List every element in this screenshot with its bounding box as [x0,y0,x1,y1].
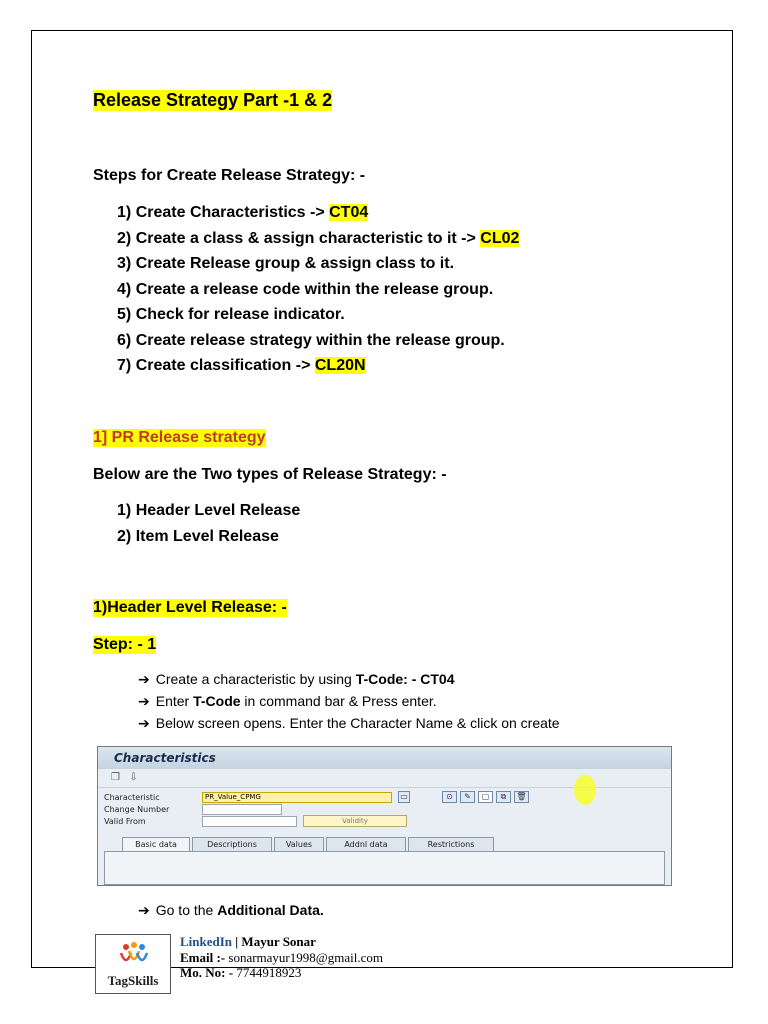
email-address: sonarmayur1998@gmail.com [228,949,383,965]
header-level-title: 1)Header Level Release: - [93,599,287,616]
logo-text: TagSkills [107,973,159,988]
step-item-2: 2) Create a class & assign characteristic to it -> CL02 [117,229,520,247]
change-number-label: Change Number [104,805,170,814]
search-help-icon[interactable]: ▭ [398,791,410,803]
tcode-highlight: CL02 [480,229,520,247]
tab-body [104,851,665,885]
copy-icon[interactable]: ❐ [111,772,120,783]
footer-contact [180,934,383,981]
step-item-5: 5) Check for release indicator. [117,306,345,323]
instruction-item: ➔ Go to the Additional Data. [138,902,324,918]
instruction-item: ➔ Create a characteristic by using T-Code: - CT04 [138,671,455,687]
types-list [117,498,300,550]
tcode-highlight: CL20N [314,357,366,374]
linkedin-link[interactable]: LinkedIn [180,934,233,949]
arrow-icon: ➔ [138,693,150,709]
step-item-6: 6) Create release strategy within the release group. [117,331,505,349]
edit-icon[interactable]: ✎ [460,791,475,803]
steps-heading: Steps for Create Release Strategy: - [93,167,366,184]
page-title: Release Strategy Part -1 & 2 [93,90,333,110]
step-item-4: 4) Create a release code within the release group. [117,280,494,298]
tab-basic-data[interactable]: Basic data [122,837,190,851]
arrow-icon: ➔ [138,671,150,687]
step-item-1: 1) Create Characteristics -> CT04 [117,204,369,221]
instruction-list [138,668,560,734]
create-icon[interactable]: ▢ [478,791,493,803]
type-item-2: 2) Item Level Release [117,528,279,545]
characteristic-label: Characteristic [104,793,160,802]
tagskills-logo [95,934,171,994]
characteristic-input[interactable]: PR_Value_CPMG [202,792,392,803]
tcode-highlight: CT04 [329,204,369,221]
copy-from-icon[interactable]: ⧉ [496,791,511,803]
tab-addnl-data[interactable]: Addnl data [326,837,406,851]
instruction-item: ➔ Enter T-Code in command bar & Press enter. [138,693,437,709]
logo-figures-icon [118,941,150,969]
tab-descriptions[interactable]: Descriptions [192,837,272,851]
validity-button[interactable]: Validity [303,815,407,827]
footer-email-line: Email :- sonarmayur1998@gmail.com [180,949,383,965]
pr-section-title: 1] PR Release strategy [93,429,266,446]
step-label: Step: - 1 [93,636,157,653]
step-item-7: 7) Create classification -> CL20N [117,357,366,374]
footer-phone-line: Mo. No: - 7744918923 [180,965,302,980]
steps-list [117,200,519,379]
transport-icon[interactable]: ⇩ [129,772,138,783]
phone-number: 7744918923 [236,965,302,980]
step-item-3: 3) Create Release group & assign class to it. [117,255,455,272]
valid-from-input[interactable] [202,816,297,827]
arrow-icon: ➔ [138,715,150,731]
sap-window-title: Characteristics [98,747,671,769]
delete-icon[interactable]: 🗑 [514,791,529,803]
change-number-input[interactable] [202,804,282,815]
instruction-item: ➔ Below screen opens. Enter the Character Name & click on create [138,715,560,731]
author-name: Mayur Sonar [241,934,316,949]
tab-restrictions[interactable]: Restrictions [408,837,494,851]
sap-screenshot [97,746,672,886]
tab-values[interactable]: Values [274,837,324,851]
valid-from-label: Valid From [104,817,146,826]
type-item-1: 1) Header Level Release [117,502,301,519]
footer-linkedin-line: LinkedIn | Mayur Sonar [180,934,316,949]
display-icon[interactable]: ⊙ [442,791,457,803]
arrow-icon: ➔ [138,902,150,918]
types-heading: Below are the Two types of Release Strategy: - [93,466,447,483]
highlight-mark [574,775,596,805]
